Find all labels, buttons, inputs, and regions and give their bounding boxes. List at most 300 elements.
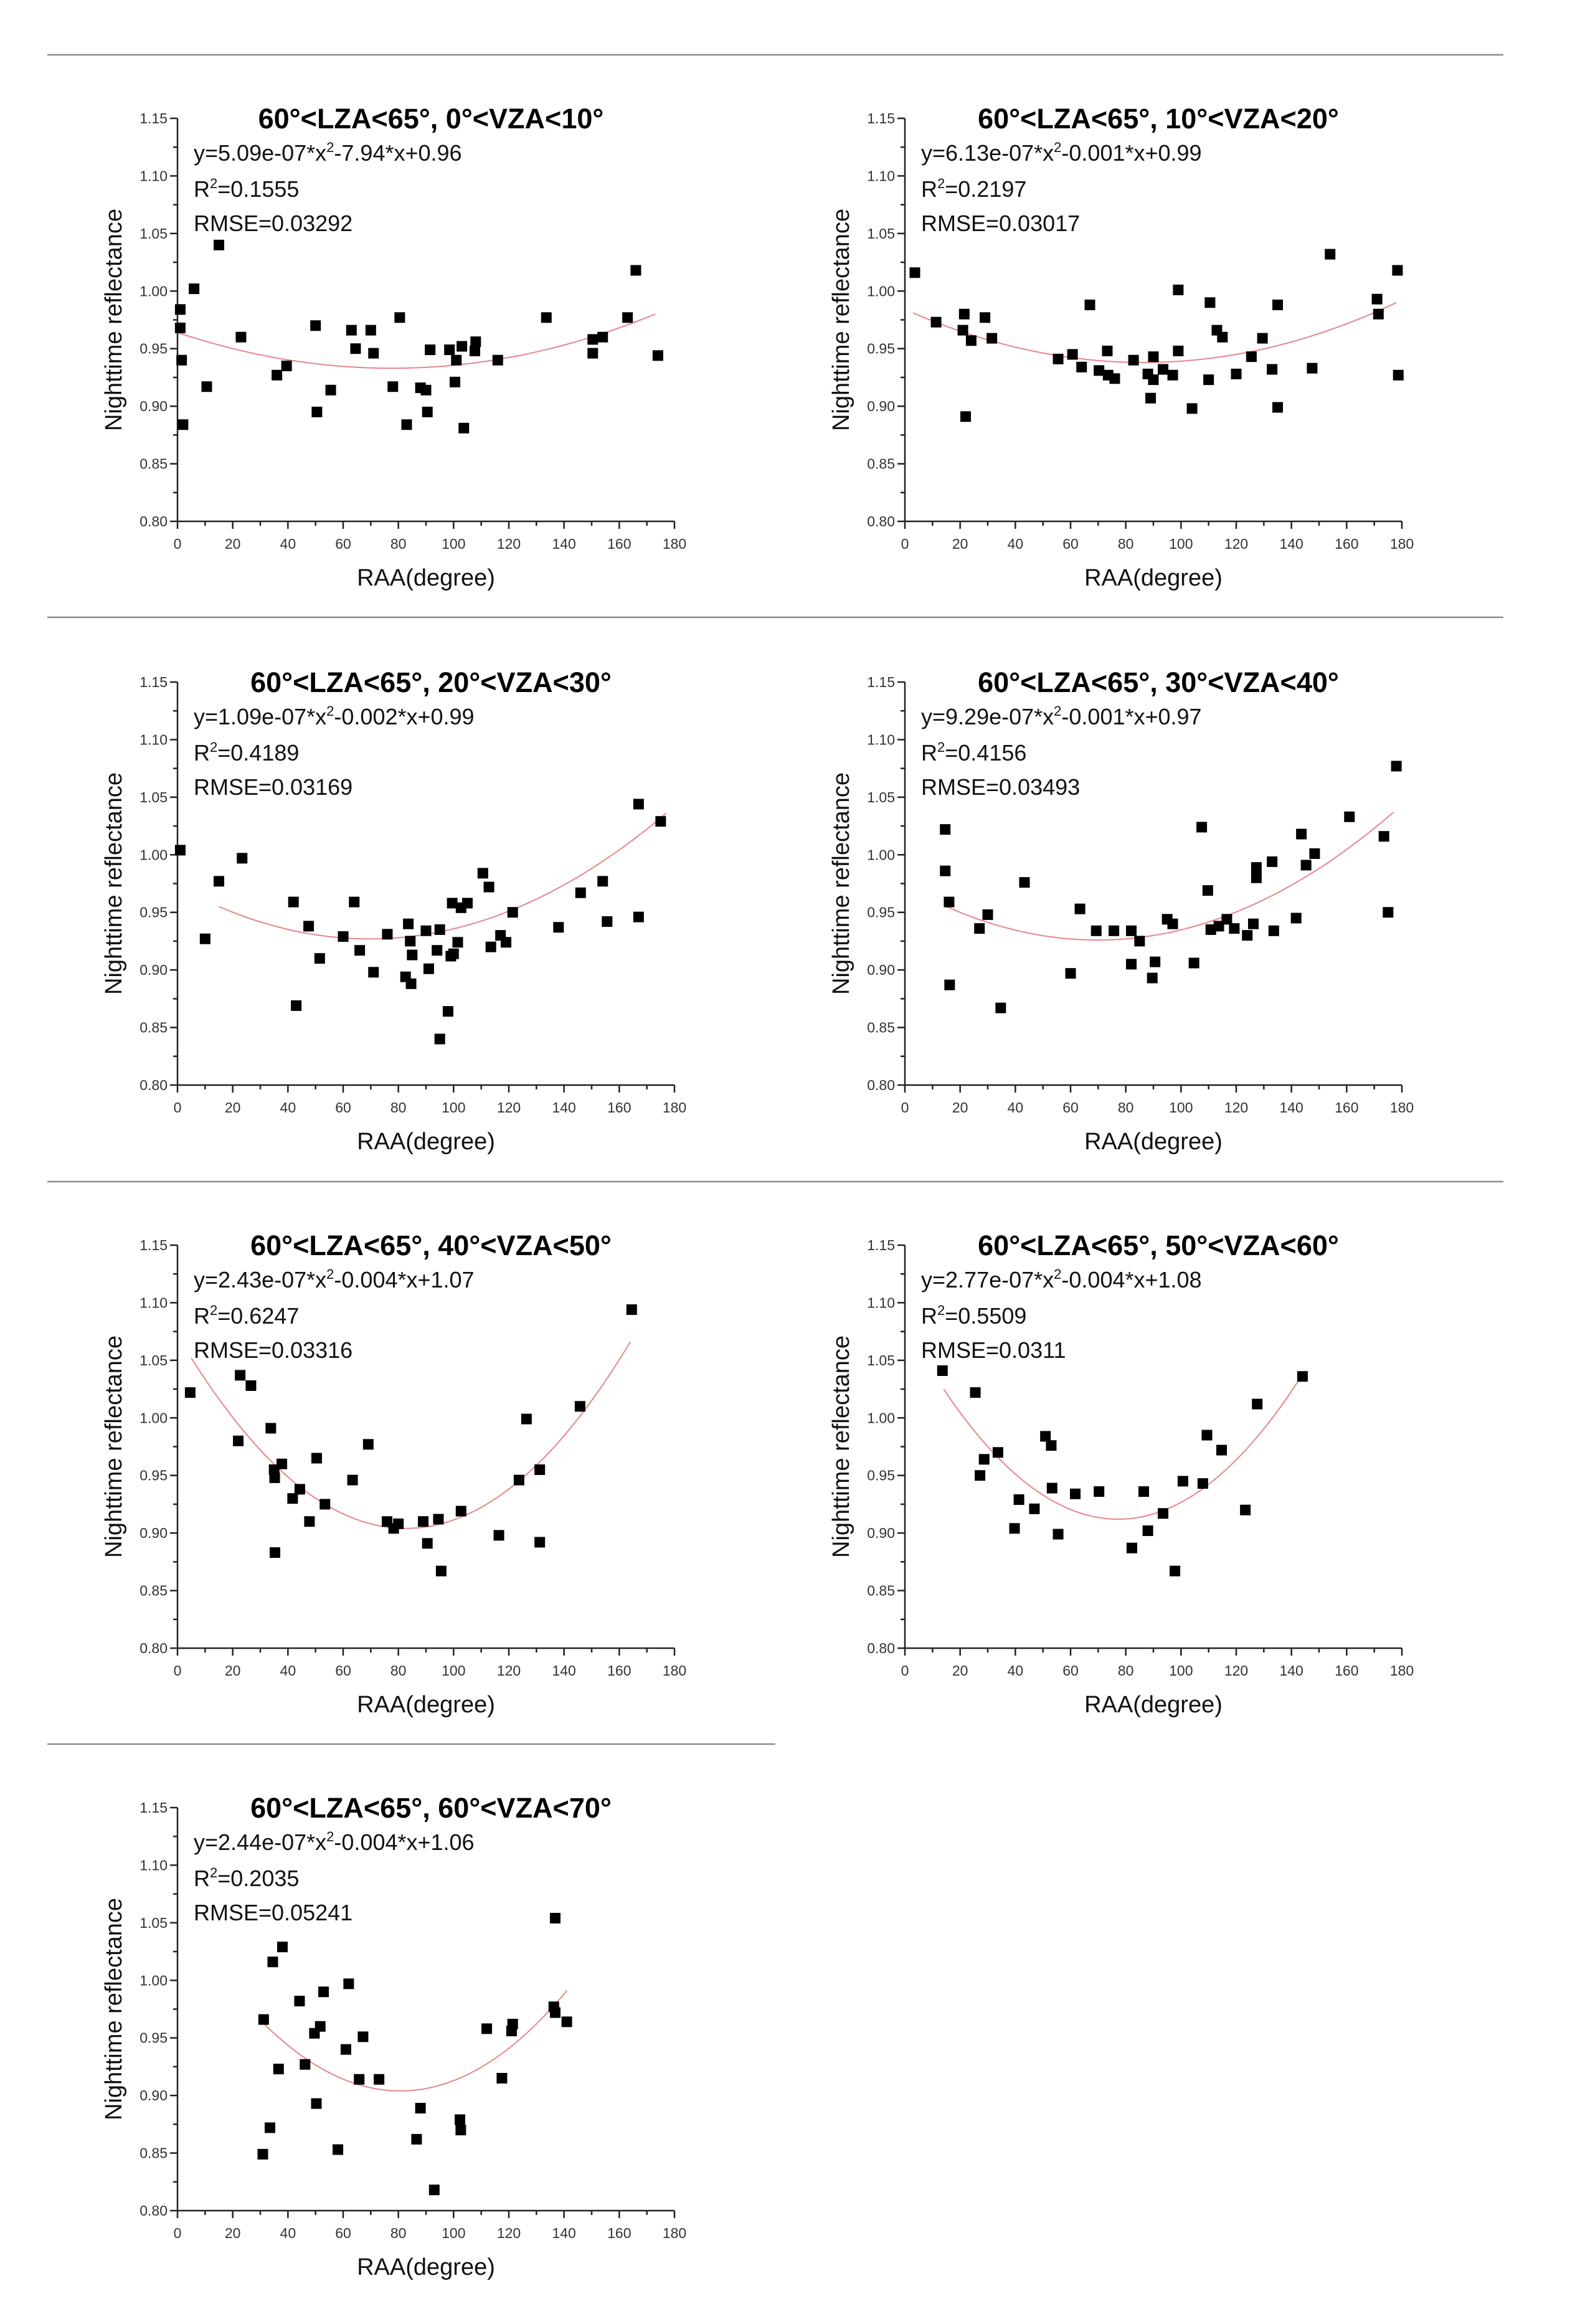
y-tick-label: 1.10: [867, 731, 895, 748]
r2-superscript: 2: [937, 176, 945, 191]
data-point: [415, 2103, 426, 2113]
data-point: [1085, 300, 1095, 310]
y-tick-label: 1.00: [140, 1972, 168, 1989]
x-tick-label: 80: [390, 1662, 407, 1679]
data-point: [1173, 346, 1183, 356]
data-point: [1307, 363, 1317, 374]
y-tick-label: 0.90: [140, 1525, 168, 1542]
y-tick-label: 1.05: [867, 225, 895, 242]
data-point: [435, 1034, 445, 1045]
y-tick-label: 0.90: [867, 1525, 895, 1542]
r-squared: [194, 176, 299, 202]
data-point: [1075, 904, 1086, 914]
data-point: [432, 945, 442, 956]
data-point: [1242, 930, 1252, 941]
data-point: [1203, 374, 1214, 385]
data-point: [1040, 1431, 1051, 1441]
data-point: [338, 931, 349, 942]
equation-part: -0.004*x+1.07: [334, 1267, 475, 1292]
x-tick-label: 160: [607, 1662, 632, 1679]
y-tick-label: 1.00: [140, 283, 168, 300]
y-tick-label: 1.15: [140, 1237, 168, 1253]
rmse: RMSE=0.0311: [921, 1337, 1066, 1363]
y-tick-label: 0.95: [140, 1467, 168, 1484]
data-point: [350, 343, 361, 354]
x-tick-label: 20: [224, 1662, 241, 1679]
data-point: [940, 866, 950, 876]
y-tick-label: 0.80: [140, 1077, 168, 1093]
y-tick-label: 0.95: [140, 2029, 168, 2046]
x-tick-label: 180: [662, 1662, 687, 1679]
r-squared: [194, 1302, 299, 1329]
data-point: [300, 2059, 310, 2070]
data-point: [1246, 351, 1257, 362]
data-point: [201, 381, 212, 392]
data-point: [1134, 936, 1145, 946]
data-point: [562, 2016, 572, 2027]
y-tick-label: 0.90: [140, 2087, 168, 2104]
equation-part: -0.001*x+0.97: [1061, 704, 1202, 729]
r-squared: [921, 176, 1026, 202]
data-point: [281, 361, 292, 371]
r2-value: =0.2035: [217, 1866, 300, 1891]
data-point: [288, 897, 299, 908]
data-point: [456, 341, 467, 352]
y-tick-label: 0.80: [140, 2203, 168, 2219]
x-tick-label: 0: [173, 536, 182, 552]
x-tick-label: 180: [1389, 1662, 1414, 1679]
data-point: [486, 942, 496, 952]
scatter-panel: [828, 103, 1414, 591]
x-tick-label: 20: [224, 1099, 241, 1116]
data-point: [1267, 364, 1277, 374]
data-point: [496, 2073, 507, 2084]
x-tick-label: 60: [335, 2225, 351, 2241]
r2-base: R: [194, 1303, 210, 1329]
y-tick-label: 1.10: [867, 1294, 895, 1311]
data-point: [433, 1514, 443, 1524]
data-point: [311, 1453, 322, 1463]
r2-base: R: [194, 176, 210, 202]
scatter-panel: [101, 1230, 686, 1718]
x-tick-label: 160: [607, 1099, 632, 1116]
equation-part: y=5.09e-07*x: [194, 140, 327, 166]
y-tick-label: 1.10: [140, 731, 168, 748]
data-point: [1309, 848, 1320, 859]
data-point: [1221, 914, 1232, 924]
data-point: [1158, 364, 1168, 374]
data-point: [633, 799, 644, 809]
data-point: [354, 945, 365, 956]
y-tick-label: 0.80: [867, 1640, 895, 1656]
fit-equation: [194, 1829, 475, 1855]
y-tick-label: 0.85: [140, 1019, 168, 1036]
y-axis-label: Nighttime reflectance: [101, 1335, 127, 1558]
panel-title: 60°<LZA<65°, 30°<VZA<40°: [978, 666, 1339, 698]
data-point: [403, 919, 414, 929]
data-point: [310, 320, 321, 331]
data-point: [1344, 812, 1355, 822]
x-axis-label: RAA(degree): [1084, 565, 1223, 591]
x-tick-label: 180: [662, 1099, 687, 1116]
data-point: [443, 1006, 453, 1017]
y-tick-label: 1.05: [140, 789, 168, 805]
data-point: [436, 1566, 447, 1577]
data-point: [277, 1942, 288, 1952]
data-point: [508, 2019, 518, 2029]
data-point: [470, 346, 480, 356]
x-axis-label: RAA(degree): [357, 1129, 495, 1155]
data-point: [458, 423, 469, 434]
r-squared: [194, 739, 299, 766]
y-tick-label: 1.10: [140, 1294, 168, 1311]
data-point: [348, 1475, 358, 1486]
y-tick-label: 1.05: [140, 225, 168, 242]
x-axis-label: RAA(degree): [357, 565, 495, 591]
y-tick-label: 0.90: [140, 398, 168, 415]
data-point: [185, 1387, 196, 1398]
data-point: [346, 325, 357, 336]
x-tick-label: 80: [390, 2225, 407, 2241]
equation-part: -0.004*x+1.06: [334, 1829, 475, 1855]
data-point: [1147, 973, 1158, 984]
data-point: [508, 907, 518, 918]
data-point: [374, 2074, 384, 2085]
r-squared: [921, 739, 1026, 766]
data-point: [494, 1530, 504, 1540]
data-point: [444, 344, 455, 355]
fit-equation: [194, 140, 462, 166]
data-point: [189, 283, 199, 294]
data-point: [1067, 349, 1078, 359]
data-point: [1297, 1371, 1308, 1382]
equation-part: y=2.43e-07*x: [194, 1267, 327, 1292]
data-point: [1178, 1476, 1188, 1486]
data-point: [1019, 877, 1029, 888]
data-point: [1158, 1508, 1168, 1519]
x-tick-label: 160: [607, 2225, 632, 2241]
data-point: [1325, 249, 1335, 260]
data-point: [980, 312, 990, 323]
y-tick-label: 0.85: [140, 455, 168, 472]
data-point: [406, 979, 417, 989]
data-point: [587, 348, 598, 359]
y-tick-label: 0.95: [867, 340, 895, 357]
data-point: [421, 385, 432, 396]
data-point: [270, 1473, 280, 1483]
r2-value: =0.5509: [945, 1303, 1027, 1329]
x-tick-label: 120: [1224, 536, 1249, 552]
data-point: [944, 897, 954, 908]
y-tick-label: 0.95: [867, 904, 895, 921]
data-point: [462, 898, 473, 908]
y-tick-label: 1.05: [867, 1352, 895, 1368]
data-point: [655, 816, 666, 827]
y-axis-label: Nighttime reflectance: [828, 1335, 854, 1558]
data-point: [630, 265, 641, 276]
data-point: [597, 876, 608, 886]
scatter-panel: [101, 103, 686, 591]
y-tick-label: 1.15: [867, 110, 895, 126]
x-tick-label: 80: [390, 1099, 407, 1116]
scatter-panel: [101, 666, 686, 1155]
scatter-panel: [828, 666, 1414, 1155]
x-tick-label: 20: [224, 2225, 241, 2241]
data-point: [553, 922, 564, 932]
data-point: [311, 407, 322, 417]
x-tick-label: 140: [1279, 1662, 1303, 1679]
data-point: [303, 921, 314, 931]
data-point: [214, 876, 224, 886]
data-point: [1301, 860, 1312, 870]
data-point: [501, 937, 511, 947]
data-point: [1187, 403, 1198, 414]
data-point: [944, 980, 955, 990]
x-tick-label: 180: [1389, 1099, 1414, 1116]
x-tick-label: 180: [662, 2225, 687, 2241]
data-point: [602, 916, 612, 927]
x-axis-label: RAA(degree): [357, 2254, 495, 2280]
r2-base: R: [921, 176, 937, 202]
equation-part: -0.002*x+0.99: [334, 704, 475, 729]
data-point: [452, 937, 463, 947]
data-point: [514, 1475, 524, 1486]
equation-part: -7.94*x+0.96: [334, 140, 462, 166]
y-tick-label: 0.95: [867, 1467, 895, 1484]
data-point: [1373, 309, 1384, 320]
data-point: [1138, 1486, 1149, 1497]
y-tick-label: 0.90: [140, 962, 168, 979]
y-tick-label: 1.00: [140, 847, 168, 863]
data-point: [1091, 926, 1102, 936]
x-tick-label: 140: [552, 1662, 576, 1679]
data-point: [1168, 370, 1178, 381]
data-point: [1128, 355, 1139, 366]
data-point: [1070, 1489, 1081, 1499]
equation-part: y=6.13e-07*x: [921, 140, 1054, 166]
fit-curve: [177, 314, 655, 368]
data-point: [1143, 1525, 1153, 1536]
data-point: [1148, 351, 1159, 362]
data-point: [405, 936, 415, 946]
x-tick-label: 60: [335, 536, 351, 552]
x-tick-label: 100: [1169, 1662, 1193, 1679]
x-tick-label: 140: [1279, 536, 1303, 552]
r2-value: =0.6247: [217, 1303, 300, 1329]
x-tick-label: 0: [901, 1662, 909, 1679]
data-point: [315, 2021, 326, 2032]
data-point: [1393, 370, 1404, 381]
y-tick-label: 1.10: [140, 1857, 168, 1874]
data-point: [175, 845, 186, 855]
data-point: [1076, 362, 1087, 372]
data-point: [258, 2014, 269, 2025]
data-point: [341, 2044, 351, 2055]
data-point: [265, 2122, 275, 2133]
y-tick-label: 0.85: [867, 1582, 895, 1599]
data-point: [451, 355, 461, 366]
x-tick-label: 100: [1169, 1099, 1193, 1116]
data-point: [1267, 856, 1277, 867]
y-axis-label: Nighttime reflectance: [101, 772, 127, 995]
data-point: [175, 323, 186, 333]
data-point: [363, 1439, 374, 1449]
data-point: [970, 1387, 981, 1398]
x-tick-label: 20: [952, 1099, 968, 1116]
data-point: [1252, 1399, 1262, 1410]
rmse: RMSE=0.03493: [921, 774, 1081, 800]
scatter-panel: [101, 1792, 686, 2280]
data-point: [550, 1913, 561, 1923]
y-tick-label: 1.15: [867, 1237, 895, 1253]
r2-superscript: 2: [210, 1865, 218, 1881]
x-tick-label: 20: [224, 536, 241, 552]
x-tick-label: 100: [442, 2225, 466, 2241]
data-point: [975, 1470, 985, 1481]
data-point: [541, 312, 552, 323]
data-point: [425, 344, 435, 355]
data-point: [575, 1401, 585, 1411]
data-point: [959, 309, 970, 320]
data-point: [521, 1414, 532, 1425]
y-tick-label: 1.00: [867, 1410, 895, 1426]
data-point: [587, 334, 598, 344]
x-tick-label: 20: [952, 536, 968, 552]
data-point: [1204, 297, 1215, 308]
r2-superscript: 2: [937, 739, 945, 755]
data-point: [1202, 1430, 1213, 1441]
x-tick-label: 60: [335, 1099, 351, 1116]
data-point: [470, 336, 481, 347]
data-point: [456, 1506, 466, 1517]
equation-part: y=1.09e-07*x: [194, 704, 327, 729]
x-tick-label: 100: [442, 1099, 466, 1116]
data-point: [349, 897, 359, 908]
r2-superscript: 2: [210, 1302, 218, 1318]
y-tick-label: 1.15: [140, 674, 168, 690]
data-point: [1173, 285, 1183, 295]
data-point: [393, 1519, 404, 1529]
data-point: [1014, 1494, 1024, 1505]
y-tick-label: 1.10: [867, 168, 895, 184]
r2-value: =0.4156: [945, 740, 1027, 766]
data-point: [326, 385, 336, 396]
data-point: [394, 312, 405, 323]
y-tick-label: 1.15: [867, 674, 895, 690]
fit-equation: [194, 1266, 475, 1292]
r2-base: R: [194, 740, 210, 766]
y-tick-label: 0.90: [867, 398, 895, 415]
x-tick-label: 160: [1335, 536, 1359, 552]
data-point: [354, 2074, 364, 2085]
x-tick-label: 80: [1117, 1099, 1134, 1116]
data-point: [1148, 374, 1159, 385]
data-point: [235, 1370, 245, 1380]
r2-base: R: [921, 740, 937, 766]
r-squared: [194, 1865, 299, 1891]
data-point: [422, 407, 433, 417]
equation-part: y=2.77e-07*x: [921, 1267, 1054, 1292]
data-point: [983, 909, 993, 920]
x-tick-label: 120: [496, 1662, 521, 1679]
data-point: [597, 332, 608, 343]
data-point: [245, 1380, 256, 1391]
data-point: [1251, 862, 1262, 873]
y-tick-label: 0.85: [867, 1019, 895, 1036]
data-point: [1126, 959, 1137, 969]
x-tick-label: 120: [1224, 1099, 1249, 1116]
data-point: [1109, 373, 1120, 384]
equation-part: -0.004*x+1.08: [1061, 1267, 1202, 1292]
data-point: [368, 348, 379, 359]
x-tick-label: 100: [442, 1662, 466, 1679]
x-axis-label: RAA(degree): [357, 1692, 495, 1718]
fit-equation: [921, 140, 1202, 166]
data-point: [311, 2099, 321, 2109]
x-tick-label: 40: [1007, 536, 1024, 552]
data-point: [315, 953, 325, 964]
data-point: [1145, 393, 1156, 404]
data-point: [177, 419, 188, 430]
panel-title: 60°<LZA<65°, 0°<VZA<10°: [258, 103, 604, 135]
data-point: [418, 1516, 428, 1527]
data-point: [966, 335, 977, 346]
data-point: [1109, 926, 1119, 936]
x-tick-label: 0: [173, 2225, 182, 2241]
data-point: [294, 1996, 305, 2006]
y-tick-label: 1.10: [140, 168, 168, 184]
data-point: [382, 929, 392, 939]
y-tick-label: 0.85: [867, 455, 895, 472]
data-point: [304, 1516, 315, 1527]
panel-title: 60°<LZA<65°, 40°<VZA<50°: [250, 1230, 612, 1261]
data-point: [455, 2125, 466, 2135]
scatter-panels: [101, 103, 1414, 2280]
data-point: [1229, 923, 1239, 934]
y-tick-label: 1.00: [867, 283, 895, 300]
x-tick-label: 80: [390, 536, 407, 552]
x-tick-label: 60: [335, 1662, 351, 1679]
y-tick-label: 0.80: [140, 1640, 168, 1656]
equation-superscript: 2: [326, 1829, 334, 1844]
data-point: [1189, 958, 1199, 969]
data-point: [1127, 1543, 1137, 1553]
data-point: [387, 381, 398, 392]
r2-value: =0.1555: [217, 176, 300, 202]
data-point: [1216, 1445, 1227, 1456]
x-tick-label: 40: [1007, 1662, 1024, 1679]
data-point: [575, 888, 586, 898]
data-point: [1126, 926, 1137, 936]
x-tick-label: 140: [552, 2225, 576, 2241]
data-point: [270, 1547, 280, 1558]
equation-superscript: 2: [1054, 1266, 1062, 1282]
x-tick-label: 40: [280, 536, 296, 552]
r2-base: R: [194, 1866, 210, 1891]
data-point: [1053, 354, 1064, 364]
data-point: [1196, 822, 1207, 832]
x-tick-label: 0: [173, 1099, 182, 1116]
data-point: [1231, 369, 1242, 379]
x-tick-label: 180: [1389, 536, 1414, 552]
data-point: [366, 325, 376, 336]
x-axis-label: RAA(degree): [1084, 1129, 1223, 1155]
data-point: [550, 2008, 561, 2018]
equation-superscript: 2: [1054, 140, 1062, 155]
y-tick-label: 1.05: [867, 789, 895, 805]
panel-title: 60°<LZA<65°, 10°<VZA<20°: [978, 103, 1339, 135]
x-tick-label: 60: [1062, 1099, 1079, 1116]
